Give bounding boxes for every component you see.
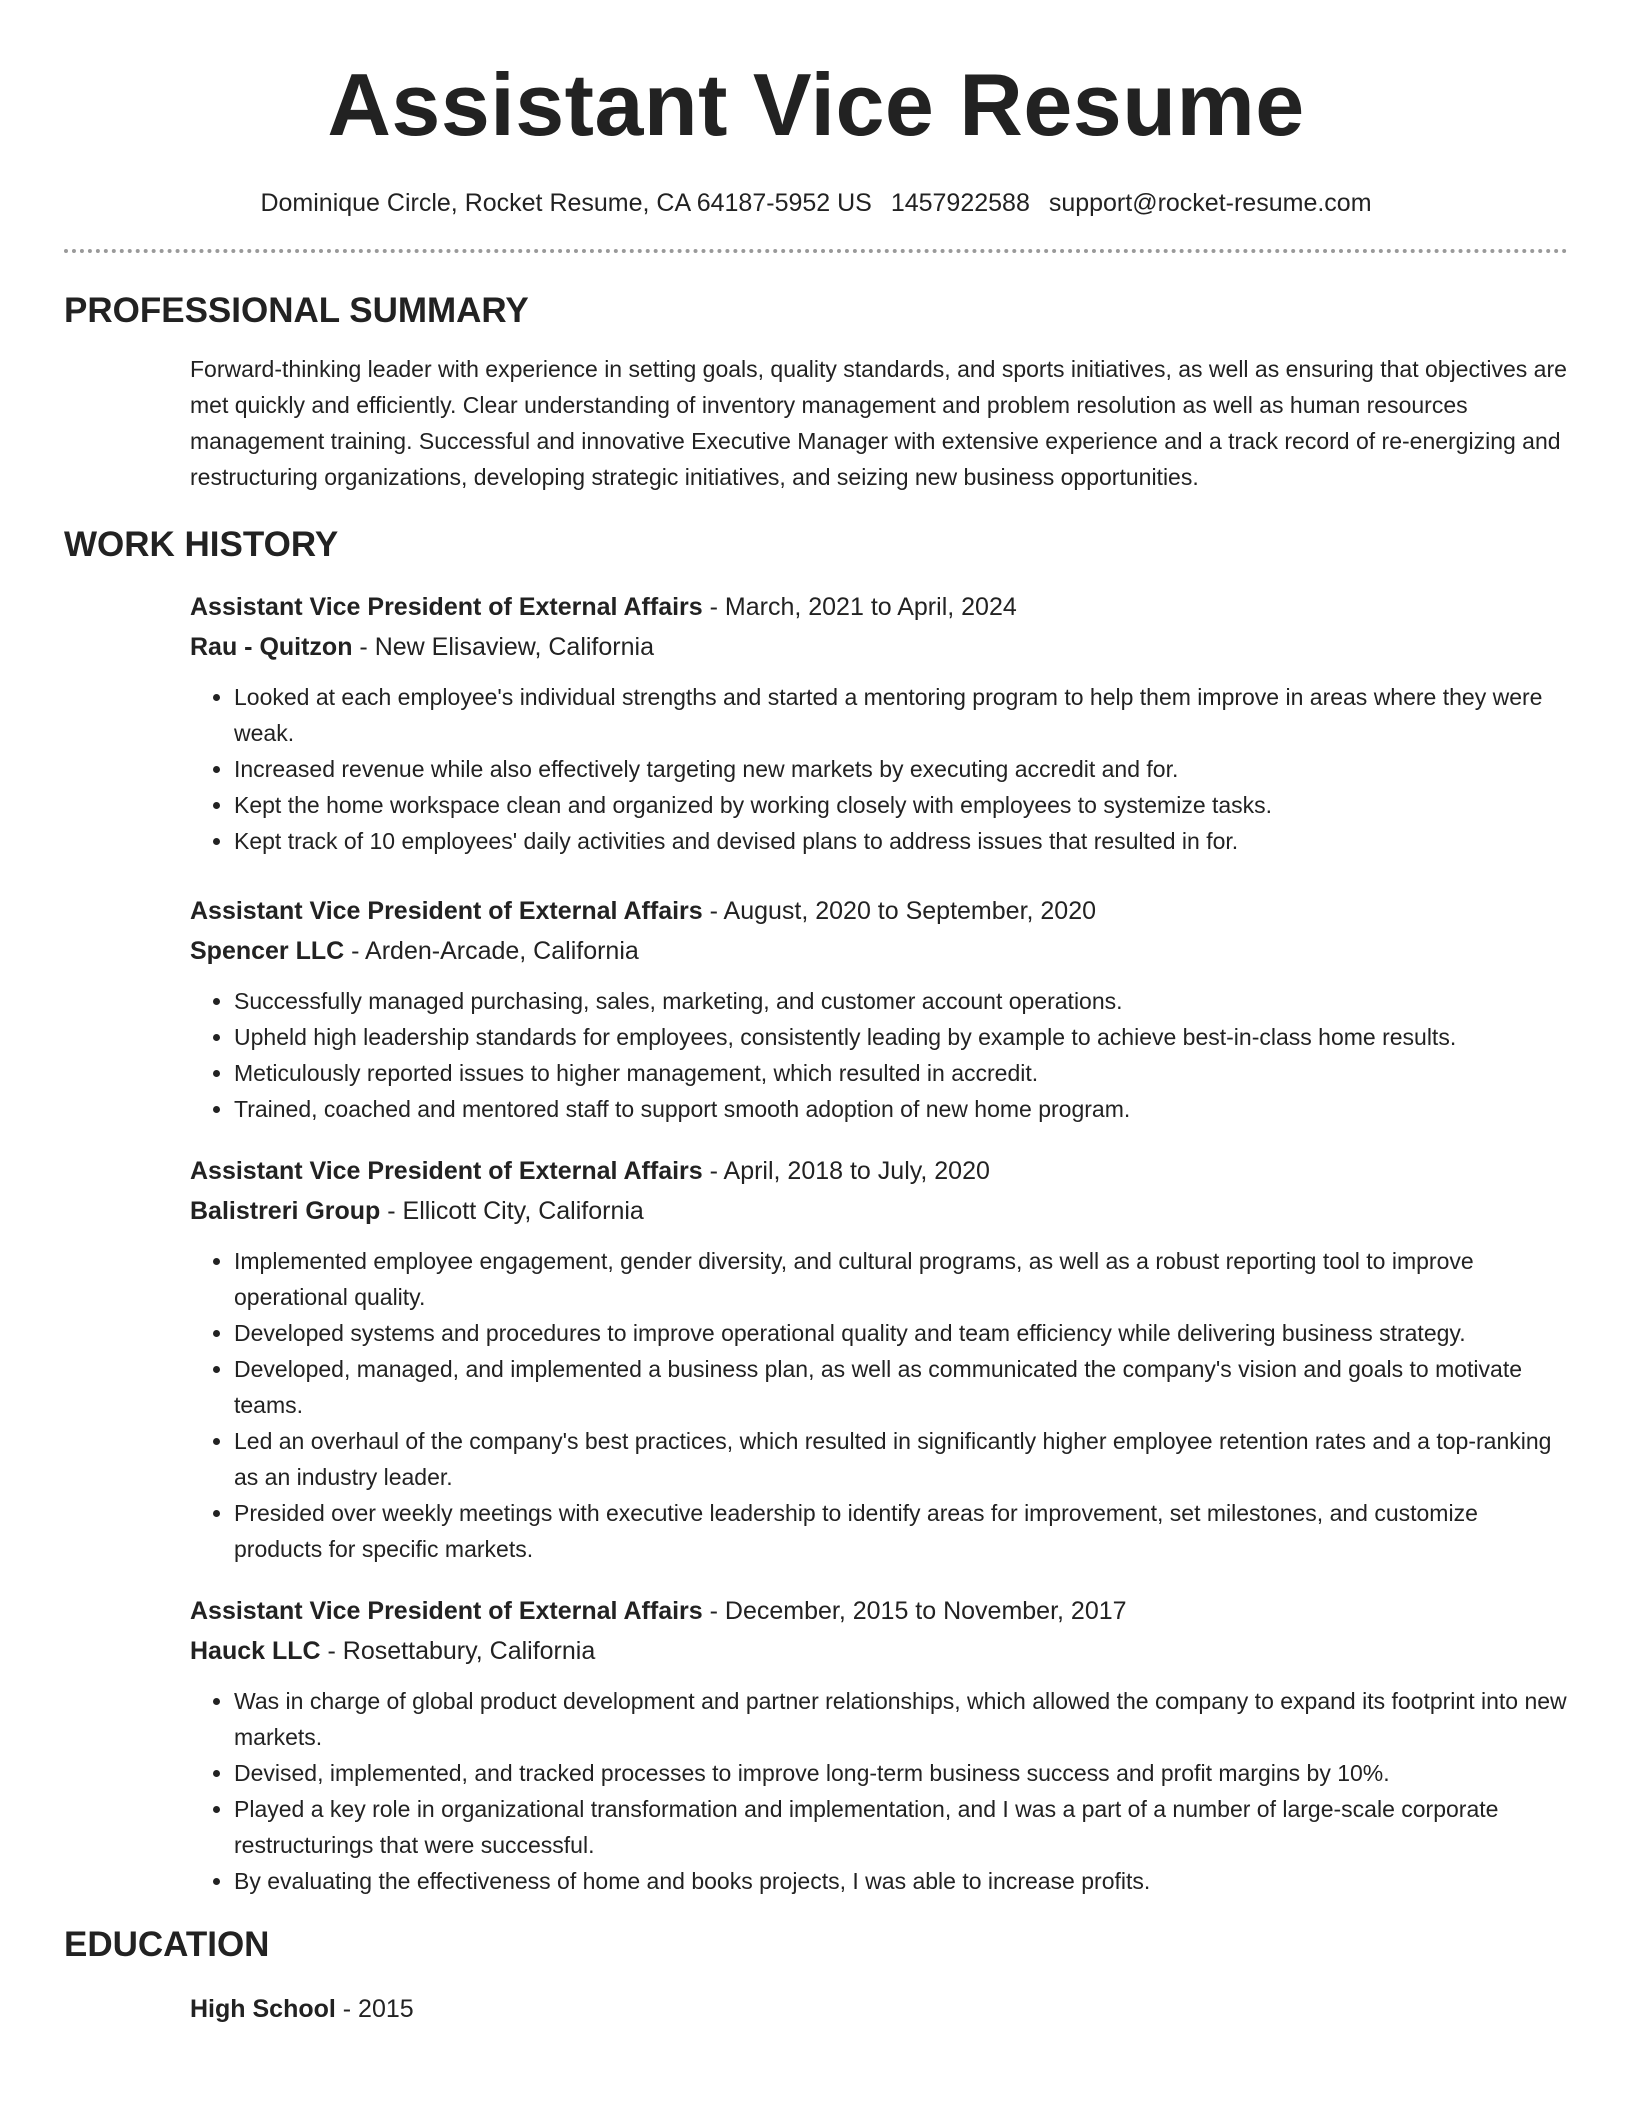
job-bullet: • Kept track of 10 employees' daily activities and devised plans to address issues that resulted in for. — [234, 823, 1568, 859]
job-title: Assistant Vice President of External Affairs — [190, 897, 703, 925]
education-year: - 2015 — [335, 1995, 414, 2023]
job-company-line — [190, 1191, 1568, 1231]
job-title-line — [190, 1151, 1568, 1191]
job-bullet: • Successfully managed purchasing, sales, marketing, and customer account operations. — [234, 983, 1568, 1019]
job-company-line — [190, 931, 1568, 971]
job-title: Assistant Vice President of External Affairs — [190, 593, 703, 621]
job-title-line — [190, 1591, 1568, 1631]
job-title-line — [190, 891, 1568, 931]
resume-name: Assistant Vice Resume — [327, 55, 1305, 154]
job-bullet: • Devised, implemented, and tracked processes to improve long-term business success and profit margins by 10%. — [234, 1755, 1568, 1791]
education-entry — [64, 1989, 1568, 2029]
job-bullet: • Was in charge of global product development and partner relationships, which allowed the company to expand its footprint into new markets. — [234, 1683, 1568, 1755]
job-entry — [64, 891, 1568, 1127]
education-degree: High School — [190, 1995, 336, 2023]
summary-text: Forward-thinking leader with experience in setting goals, quality standards, and sports initiatives, as well as ensuring that objectives are met quickly and efficiently. Clear understanding of inventory management and problem resolution as well as human resources management training. Successful and innovative Executive Manager with extensive experience and a track record of re-energizing and restructuring organizations, developing strategic initiatives, and seizing new business opportunities. — [190, 356, 1567, 490]
job-bullet: • Looked at each employee's individual strengths and started a mentoring program to help them improve in areas where they were weak. — [234, 679, 1568, 751]
work-history-section — [64, 523, 1568, 1899]
job-location: - Rosettabury, California — [320, 1637, 596, 1665]
job-bullets — [190, 679, 1568, 859]
job-bullet: • Developed, managed, and implemented a business plan, as well as communicated the company's vision and goals to motivate teams. — [234, 1351, 1568, 1423]
contact-address: Dominique Circle, Rocket Resume, CA 64187-5952 US — [260, 189, 872, 217]
job-company: Balistreri Group — [190, 1197, 381, 1225]
job-bullet: • Presided over weekly meetings with executive leadership to identify areas for improvement, set milestones, and customize products for specific markets. — [234, 1495, 1568, 1567]
summary-heading: PROFESSIONAL SUMMARY — [64, 291, 529, 330]
job-title: Assistant Vice President of External Affairs — [190, 1157, 703, 1185]
job-bullet: • Led an overhaul of the company's best practices, which resulted in significantly higher employee retention rates and a top-ranking as an industry leader. — [234, 1423, 1568, 1495]
job-location: - New Elisaview, California — [352, 633, 654, 661]
job-location: - Ellicott City, California — [380, 1197, 644, 1225]
summary-section — [64, 289, 1568, 495]
job-company: Rau - Quitzon — [190, 633, 353, 661]
work-history-heading: WORK HISTORY — [64, 525, 339, 564]
job-dates: - April, 2018 to July, 2020 — [702, 1157, 990, 1185]
job-dates: - March, 2021 to April, 2024 — [702, 593, 1017, 621]
contact-phone: 1457922588 — [890, 189, 1030, 217]
header-divider — [64, 249, 1568, 253]
job-bullet: • By evaluating the effectiveness of home and books projects, I was able to increase profits. — [234, 1863, 1568, 1899]
job-company-line — [190, 1631, 1568, 1671]
job-title-line — [190, 587, 1568, 627]
job-location: - Arden-Arcade, California — [344, 937, 639, 965]
job-bullets — [190, 1243, 1568, 1567]
contact-email: support@rocket-resume.com — [1048, 189, 1372, 217]
job-dates: - August, 2020 to September, 2020 — [702, 897, 1097, 925]
job-entry — [64, 587, 1568, 859]
job-bullet: • Played a key role in organizational transformation and implementation, and I was a part of a number of large-scale corporate restructurings that were successful. — [234, 1791, 1568, 1863]
job-company-line — [190, 627, 1568, 667]
job-entry — [64, 1591, 1568, 1899]
job-bullet: • Developed systems and procedures to improve operational quality and team efficiency while delivering business strategy. — [234, 1315, 1568, 1351]
job-bullet: • Implemented employee engagement, gender diversity, and cultural programs, as well as a robust reporting tool to improve operational quality. — [234, 1243, 1568, 1315]
job-entry — [64, 1151, 1568, 1567]
contact-line — [64, 183, 1568, 223]
job-bullets — [190, 1683, 1568, 1899]
job-bullet: • Trained, coached and mentored staff to support smooth adoption of new home program. — [234, 1091, 1568, 1127]
job-title: Assistant Vice President of External Affairs — [190, 1597, 703, 1625]
job-company: Spencer LLC — [190, 937, 345, 965]
education-heading: EDUCATION — [64, 1925, 270, 1964]
job-company: Hauck LLC — [190, 1637, 321, 1665]
job-bullet: • Kept the home workspace clean and organized by working closely with employees to systemize tasks. — [234, 787, 1568, 823]
job-bullet: • Increased revenue while also effectively targeting new markets by executing accredit and for. — [234, 751, 1568, 787]
job-bullet: • Upheld high leadership standards for employees, consistently leading by example to achieve best-in-class home results. — [234, 1019, 1568, 1055]
job-dates: - December, 2015 to November, 2017 — [702, 1597, 1127, 1625]
job-bullet: • Meticulously reported issues to higher management, which resulted in accredit. — [234, 1055, 1568, 1091]
job-bullets — [190, 983, 1568, 1127]
education-section — [64, 1923, 1568, 2029]
